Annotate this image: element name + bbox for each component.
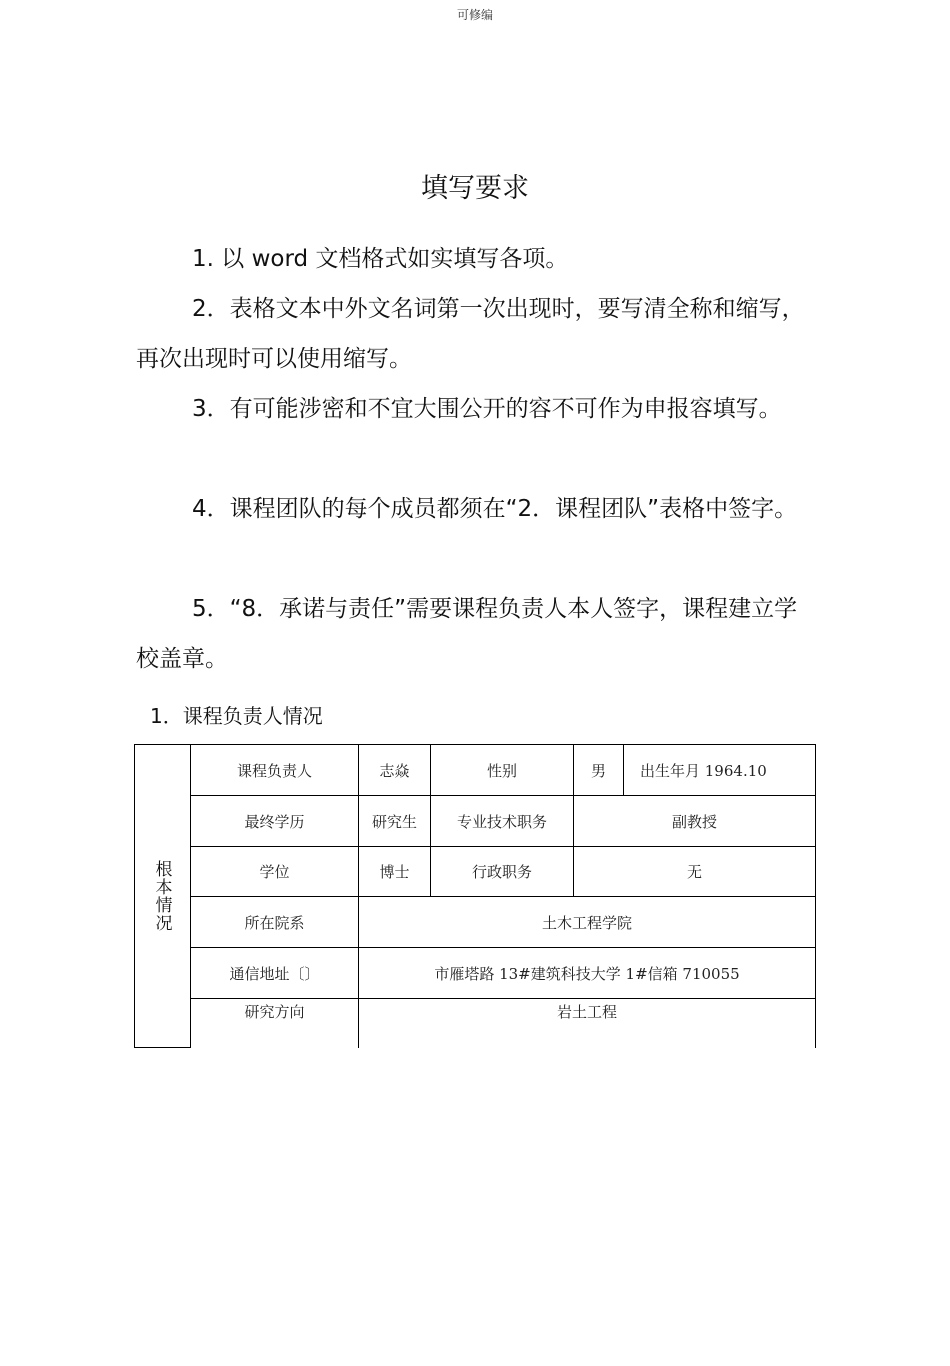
- value-education: 研究生: [371, 812, 417, 831]
- label-address: 通信地址〔〕: [229, 964, 320, 983]
- requirement-item-2: 2．表格文本中外文名词第一次出现时，要写清全称和缩写，再次出现时可以使用缩写。: [136, 296, 805, 372]
- value-degree: 博士: [379, 863, 410, 881]
- label-education: 最终学历: [244, 812, 305, 831]
- label-department: 所在院系: [244, 913, 305, 932]
- label-degree: 学位: [259, 863, 290, 881]
- label-research-direction: 研究方向: [244, 1003, 305, 1021]
- requirement-item-4: 4．课程团队的每个成员都须在“2．课程团队”表格中签字。: [192, 496, 798, 522]
- label-gender: 性别: [486, 761, 517, 780]
- value-admin-position: 无: [686, 863, 702, 881]
- value-birth-date: 出生年月 1964.10: [640, 761, 767, 780]
- value-department: 土木工程学院: [541, 913, 632, 932]
- requirement-item-1: 1. 以 word 文档格式如实填写各项。: [192, 246, 569, 272]
- label-course-leader: 课程负责人: [236, 761, 312, 780]
- value-professional-title: 副教授: [671, 812, 717, 831]
- value-research-direction: 岩土工程: [556, 1003, 617, 1021]
- page-title: 填写要求: [421, 173, 529, 204]
- page-header: 可修编: [456, 8, 493, 22]
- value-address: 市雁塔路 13#建筑科技大学 1#信箱 710055: [434, 964, 740, 983]
- requirement-item-3: 3．有可能涉密和不宜大围公开的容不可作为申报容填写。: [192, 396, 782, 422]
- label-admin-position: 行政职务: [471, 863, 532, 881]
- section-title: 1．课程负责人情况: [150, 704, 323, 728]
- leader-info-table: [134, 744, 816, 1048]
- side-label: 根本情况: [151, 860, 172, 932]
- value-course-leader: 志焱: [379, 761, 410, 780]
- requirement-item-5: 5．“8．承诺与责任”需要课程负责人本人签字，课程建立学校盖章。: [136, 596, 798, 672]
- value-gender: 男: [590, 761, 606, 780]
- label-professional-title: 专业技术职务: [456, 812, 547, 831]
